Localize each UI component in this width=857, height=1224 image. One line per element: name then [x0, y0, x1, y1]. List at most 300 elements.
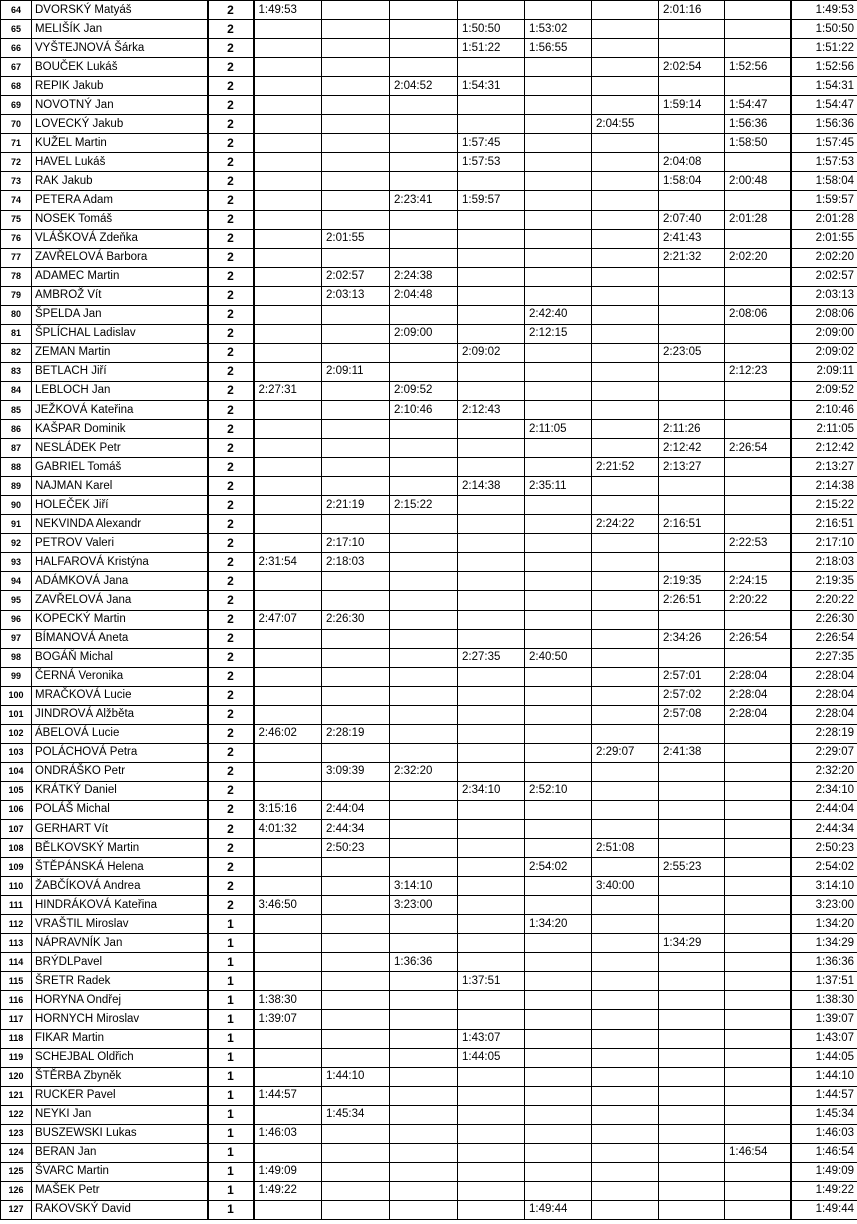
time-cell-3 [390, 572, 458, 591]
time-cell-5 [525, 877, 592, 896]
time-cell-8 [725, 743, 791, 762]
best-time-cell: 1:50:50 [791, 20, 857, 39]
time-cell-4 [458, 1086, 525, 1105]
time-cell-1: 1:38:30 [254, 991, 322, 1010]
time-cell-5: 2:11:05 [525, 420, 592, 439]
time-cell-4 [458, 858, 525, 877]
time-cell-1: 1:49:53 [254, 1, 322, 20]
best-time-cell: 1:37:51 [791, 972, 857, 991]
time-cell-2 [322, 191, 390, 210]
time-cell-7 [659, 267, 725, 286]
time-cell-1 [254, 705, 322, 724]
time-cell-2: 2:03:13 [322, 286, 390, 305]
time-cell-5 [525, 610, 592, 629]
time-cell-3 [390, 800, 458, 819]
table-row [1, 934, 857, 953]
time-cell-7: 1:59:14 [659, 96, 725, 115]
category-cell: 2 [208, 191, 254, 210]
rank-cell: 91 [1, 515, 32, 534]
time-cell-8 [725, 858, 791, 877]
name-cell: MELIŠÍK Jan [32, 20, 208, 39]
time-cell-5: 1:34:20 [525, 915, 592, 934]
time-cell-3: 1:36:36 [390, 953, 458, 972]
name-cell: KOPECKÝ Martin [32, 610, 208, 629]
rank-cell: 77 [1, 248, 32, 267]
name-cell: ŠTĚPÁNSKÁ Helena [32, 858, 208, 877]
category-cell: 2 [208, 229, 254, 248]
rank-cell: 69 [1, 96, 32, 115]
time-cell-3 [390, 248, 458, 267]
time-cell-7 [659, 305, 725, 324]
time-cell-3 [390, 934, 458, 953]
rank-cell: 93 [1, 553, 32, 572]
name-cell: ŠTĚRBA Zbyněk [32, 1067, 208, 1086]
time-cell-1 [254, 324, 322, 343]
table-row [1, 515, 857, 534]
time-cell-2 [322, 648, 390, 667]
best-time-cell: 1:49:53 [791, 1, 857, 20]
category-cell: 2 [208, 877, 254, 896]
time-cell-3 [390, 972, 458, 991]
time-cell-2 [322, 572, 390, 591]
time-cell-5 [525, 1086, 592, 1105]
time-cell-8 [725, 1200, 791, 1219]
rank-cell: 83 [1, 362, 32, 381]
time-cell-3 [390, 58, 458, 77]
time-cell-1 [254, 534, 322, 553]
time-cell-4 [458, 724, 525, 743]
time-cell-6 [592, 972, 659, 991]
time-cell-2 [322, 1010, 390, 1029]
time-cell-2 [322, 991, 390, 1010]
time-cell-5: 2:12:15 [525, 324, 592, 343]
time-cell-6 [592, 991, 659, 1010]
time-cell-8 [725, 324, 791, 343]
time-cell-1 [254, 343, 322, 362]
best-time-cell: 2:28:19 [791, 724, 857, 743]
time-cell-5 [525, 229, 592, 248]
name-cell: BOUČEK Lukáš [32, 58, 208, 77]
time-cell-3 [390, 439, 458, 458]
time-cell-1 [254, 229, 322, 248]
time-cell-5 [525, 724, 592, 743]
category-cell: 2 [208, 839, 254, 858]
category-cell: 2 [208, 400, 254, 419]
category-cell: 2 [208, 534, 254, 553]
name-cell: DVORSKÝ Matyáš [32, 1, 208, 20]
rank-cell: 119 [1, 1048, 32, 1067]
time-cell-8 [725, 1048, 791, 1067]
time-cell-8: 2:22:53 [725, 534, 791, 553]
time-cell-2 [322, 896, 390, 915]
time-cell-4: 1:37:51 [458, 972, 525, 991]
rank-cell: 71 [1, 134, 32, 153]
table-row [1, 420, 857, 439]
best-time-cell: 1:52:56 [791, 58, 857, 77]
time-cell-6: 2:21:52 [592, 458, 659, 477]
best-time-cell: 1:44:10 [791, 1067, 857, 1086]
table-row [1, 1124, 857, 1143]
time-cell-4 [458, 820, 525, 839]
name-cell: KRÁTKÝ Daniel [32, 781, 208, 800]
rank-cell: 86 [1, 420, 32, 439]
time-cell-1 [254, 1143, 322, 1162]
time-cell-2 [322, 629, 390, 648]
time-cell-4 [458, 1181, 525, 1200]
time-cell-4 [458, 286, 525, 305]
table-row [1, 953, 857, 972]
rank-cell: 87 [1, 439, 32, 458]
category-cell: 1 [208, 972, 254, 991]
time-cell-3 [390, 1124, 458, 1143]
time-cell-1: 4:01:32 [254, 820, 322, 839]
time-cell-4: 1:50:50 [458, 20, 525, 39]
category-cell: 1 [208, 1086, 254, 1105]
time-cell-2: 1:45:34 [322, 1105, 390, 1124]
time-cell-7 [659, 1067, 725, 1086]
best-time-cell: 2:29:07 [791, 743, 857, 762]
name-cell: NESLÁDEK Petr [32, 439, 208, 458]
time-cell-3: 2:10:46 [390, 400, 458, 419]
time-cell-1 [254, 458, 322, 477]
time-cell-1 [254, 629, 322, 648]
time-cell-1 [254, 77, 322, 96]
time-cell-4 [458, 496, 525, 515]
time-cell-4 [458, 1143, 525, 1162]
time-cell-3 [390, 610, 458, 629]
time-cell-8 [725, 800, 791, 819]
name-cell: ŠPLÍCHAL Ladislav [32, 324, 208, 343]
time-cell-7 [659, 610, 725, 629]
time-cell-5 [525, 762, 592, 781]
rank-cell: 103 [1, 743, 32, 762]
time-cell-1 [254, 400, 322, 419]
best-time-cell: 2:34:10 [791, 781, 857, 800]
best-time-cell: 1:54:47 [791, 96, 857, 115]
time-cell-4 [458, 115, 525, 134]
time-cell-8 [725, 610, 791, 629]
time-cell-8 [725, 972, 791, 991]
name-cell: BRÝDLPavel [32, 953, 208, 972]
name-cell: MAŠEK Petr [32, 1181, 208, 1200]
best-time-cell: 2:01:28 [791, 210, 857, 229]
best-time-cell: 2:32:20 [791, 762, 857, 781]
time-cell-7 [659, 1048, 725, 1067]
time-cell-4 [458, 172, 525, 191]
time-cell-3 [390, 1086, 458, 1105]
time-cell-2: 2:44:34 [322, 820, 390, 839]
time-cell-1 [254, 648, 322, 667]
time-cell-4 [458, 896, 525, 915]
time-cell-4 [458, 667, 525, 686]
category-cell: 2 [208, 153, 254, 172]
results-body [1, 1, 857, 1220]
time-cell-2 [322, 953, 390, 972]
time-cell-5: 2:52:10 [525, 781, 592, 800]
time-cell-6 [592, 572, 659, 591]
time-cell-6 [592, 686, 659, 705]
time-cell-4 [458, 324, 525, 343]
time-cell-1 [254, 39, 322, 58]
category-cell: 2 [208, 496, 254, 515]
time-cell-4 [458, 705, 525, 724]
table-row [1, 210, 857, 229]
category-cell: 2 [208, 572, 254, 591]
time-cell-5 [525, 972, 592, 991]
time-cell-3 [390, 915, 458, 934]
best-time-cell: 2:50:23 [791, 839, 857, 858]
time-cell-8: 2:12:23 [725, 362, 791, 381]
time-cell-6 [592, 191, 659, 210]
time-cell-7 [659, 991, 725, 1010]
time-cell-7: 2:02:54 [659, 58, 725, 77]
rank-cell: 122 [1, 1105, 32, 1124]
category-cell: 2 [208, 20, 254, 39]
time-cell-1 [254, 134, 322, 153]
time-cell-3 [390, 362, 458, 381]
time-cell-8 [725, 20, 791, 39]
time-cell-3 [390, 1029, 458, 1048]
time-cell-2 [322, 420, 390, 439]
table-row [1, 343, 857, 362]
time-cell-1 [254, 515, 322, 534]
time-cell-6 [592, 400, 659, 419]
name-cell: SCHEJBAL Oldřich [32, 1048, 208, 1067]
table-row [1, 153, 857, 172]
name-cell: GERHART Vít [32, 820, 208, 839]
rank-cell: 90 [1, 496, 32, 515]
best-time-cell: 1:36:36 [791, 953, 857, 972]
time-cell-5 [525, 1029, 592, 1048]
time-cell-6 [592, 1010, 659, 1029]
rank-cell: 70 [1, 115, 32, 134]
time-cell-8 [725, 839, 791, 858]
category-cell: 1 [208, 1162, 254, 1181]
time-cell-6 [592, 1200, 659, 1219]
time-cell-7: 2:57:01 [659, 667, 725, 686]
time-cell-6: 2:24:22 [592, 515, 659, 534]
time-cell-8: 2:28:04 [725, 686, 791, 705]
best-time-cell: 2:16:51 [791, 515, 857, 534]
rank-cell: 79 [1, 286, 32, 305]
time-cell-4 [458, 610, 525, 629]
rank-cell: 85 [1, 400, 32, 419]
time-cell-1: 1:39:07 [254, 1010, 322, 1029]
rank-cell: 106 [1, 800, 32, 819]
time-cell-7 [659, 39, 725, 58]
time-cell-3 [390, 858, 458, 877]
table-row [1, 39, 857, 58]
rank-cell: 101 [1, 705, 32, 724]
time-cell-2 [322, 134, 390, 153]
time-cell-3 [390, 1162, 458, 1181]
time-cell-5 [525, 58, 592, 77]
best-time-cell: 2:10:46 [791, 400, 857, 419]
time-cell-2 [322, 458, 390, 477]
category-cell: 2 [208, 77, 254, 96]
time-cell-2 [322, 39, 390, 58]
table-row [1, 1010, 857, 1029]
time-cell-1 [254, 743, 322, 762]
time-cell-1 [254, 153, 322, 172]
time-cell-5 [525, 439, 592, 458]
time-cell-3: 2:09:52 [390, 381, 458, 400]
time-cell-3 [390, 991, 458, 1010]
time-cell-6 [592, 324, 659, 343]
time-cell-3 [390, 305, 458, 324]
time-cell-8 [725, 381, 791, 400]
rank-cell: 114 [1, 953, 32, 972]
time-cell-7: 2:07:40 [659, 210, 725, 229]
time-cell-2: 1:44:10 [322, 1067, 390, 1086]
time-cell-2 [322, 153, 390, 172]
name-cell: BÍMANOVÁ Aneta [32, 629, 208, 648]
best-time-cell: 2:54:02 [791, 858, 857, 877]
table-row [1, 705, 857, 724]
time-cell-5 [525, 496, 592, 515]
time-cell-6 [592, 172, 659, 191]
rank-cell: 100 [1, 686, 32, 705]
time-cell-2 [322, 381, 390, 400]
time-cell-2 [322, 1048, 390, 1067]
time-cell-6 [592, 96, 659, 115]
time-cell-3: 2:23:41 [390, 191, 458, 210]
best-time-cell: 2:09:52 [791, 381, 857, 400]
time-cell-4: 2:34:10 [458, 781, 525, 800]
time-cell-5 [525, 362, 592, 381]
best-time-cell: 1:43:07 [791, 1029, 857, 1048]
time-cell-7 [659, 1105, 725, 1124]
name-cell: NAJMAN Karel [32, 477, 208, 496]
time-cell-3 [390, 820, 458, 839]
time-cell-8 [725, 877, 791, 896]
time-cell-8: 2:01:28 [725, 210, 791, 229]
time-cell-4: 1:54:31 [458, 77, 525, 96]
table-row [1, 458, 857, 477]
table-row [1, 743, 857, 762]
time-cell-1 [254, 858, 322, 877]
time-cell-7: 2:23:05 [659, 343, 725, 362]
rank-cell: 127 [1, 1200, 32, 1219]
time-cell-7 [659, 972, 725, 991]
best-time-cell: 2:17:10 [791, 534, 857, 553]
best-time-cell: 2:09:00 [791, 324, 857, 343]
time-cell-4 [458, 1200, 525, 1219]
table-row [1, 820, 857, 839]
category-cell: 2 [208, 115, 254, 134]
time-cell-5 [525, 191, 592, 210]
time-cell-3: 2:04:48 [390, 286, 458, 305]
rank-cell: 88 [1, 458, 32, 477]
table-row [1, 286, 857, 305]
time-cell-6 [592, 477, 659, 496]
table-row [1, 134, 857, 153]
best-time-cell: 1:59:57 [791, 191, 857, 210]
table-row [1, 686, 857, 705]
name-cell: PETROV Valeri [32, 534, 208, 553]
category-cell: 2 [208, 896, 254, 915]
rank-cell: 81 [1, 324, 32, 343]
category-cell: 2 [208, 458, 254, 477]
time-cell-5 [525, 381, 592, 400]
rank-cell: 64 [1, 1, 32, 20]
time-cell-8 [725, 1086, 791, 1105]
name-cell: NEKVINDA Alexandr [32, 515, 208, 534]
category-cell: 1 [208, 1200, 254, 1219]
time-cell-2: 2:18:03 [322, 553, 390, 572]
best-time-cell: 1:49:44 [791, 1200, 857, 1219]
time-cell-3 [390, 20, 458, 39]
time-cell-5 [525, 1010, 592, 1029]
time-cell-7 [659, 762, 725, 781]
time-cell-5: 2:40:50 [525, 648, 592, 667]
rank-cell: 113 [1, 934, 32, 953]
time-cell-3 [390, 648, 458, 667]
table-row [1, 1200, 857, 1219]
time-cell-4: 2:12:43 [458, 400, 525, 419]
time-cell-6 [592, 39, 659, 58]
rank-cell: 126 [1, 1181, 32, 1200]
best-time-cell: 2:20:22 [791, 591, 857, 610]
time-cell-6 [592, 439, 659, 458]
time-cell-4 [458, 934, 525, 953]
time-cell-8: 2:00:48 [725, 172, 791, 191]
time-cell-7: 2:34:26 [659, 629, 725, 648]
best-time-cell: 2:26:54 [791, 629, 857, 648]
best-time-cell: 2:01:55 [791, 229, 857, 248]
best-time-cell: 1:56:36 [791, 115, 857, 134]
time-cell-2 [322, 591, 390, 610]
time-cell-5: 2:42:40 [525, 305, 592, 324]
table-row [1, 58, 857, 77]
time-cell-2 [322, 515, 390, 534]
table-row [1, 610, 857, 629]
name-cell: BERAN Jan [32, 1143, 208, 1162]
name-cell: ŠPELDA Jan [32, 305, 208, 324]
time-cell-8 [725, 1162, 791, 1181]
time-cell-7 [659, 1162, 725, 1181]
time-cell-4 [458, 305, 525, 324]
time-cell-2: 2:21:19 [322, 496, 390, 515]
rank-cell: 107 [1, 820, 32, 839]
best-time-cell: 2:44:04 [791, 800, 857, 819]
rank-cell: 75 [1, 210, 32, 229]
time-cell-6 [592, 705, 659, 724]
time-cell-4 [458, 743, 525, 762]
time-cell-8: 2:24:15 [725, 572, 791, 591]
rank-cell: 118 [1, 1029, 32, 1048]
time-cell-5 [525, 896, 592, 915]
category-cell: 2 [208, 648, 254, 667]
time-cell-6 [592, 343, 659, 362]
time-cell-3 [390, 153, 458, 172]
rank-cell: 117 [1, 1010, 32, 1029]
table-row [1, 1143, 857, 1162]
time-cell-4 [458, 915, 525, 934]
category-cell: 1 [208, 1143, 254, 1162]
time-cell-7 [659, 648, 725, 667]
name-cell: LOVECKÝ Jakub [32, 115, 208, 134]
rank-cell: 76 [1, 229, 32, 248]
time-cell-3 [390, 705, 458, 724]
category-cell: 2 [208, 420, 254, 439]
table-row [1, 1, 857, 20]
time-cell-4 [458, 591, 525, 610]
time-cell-2 [322, 1124, 390, 1143]
table-row [1, 172, 857, 191]
time-cell-3 [390, 629, 458, 648]
time-cell-5 [525, 210, 592, 229]
